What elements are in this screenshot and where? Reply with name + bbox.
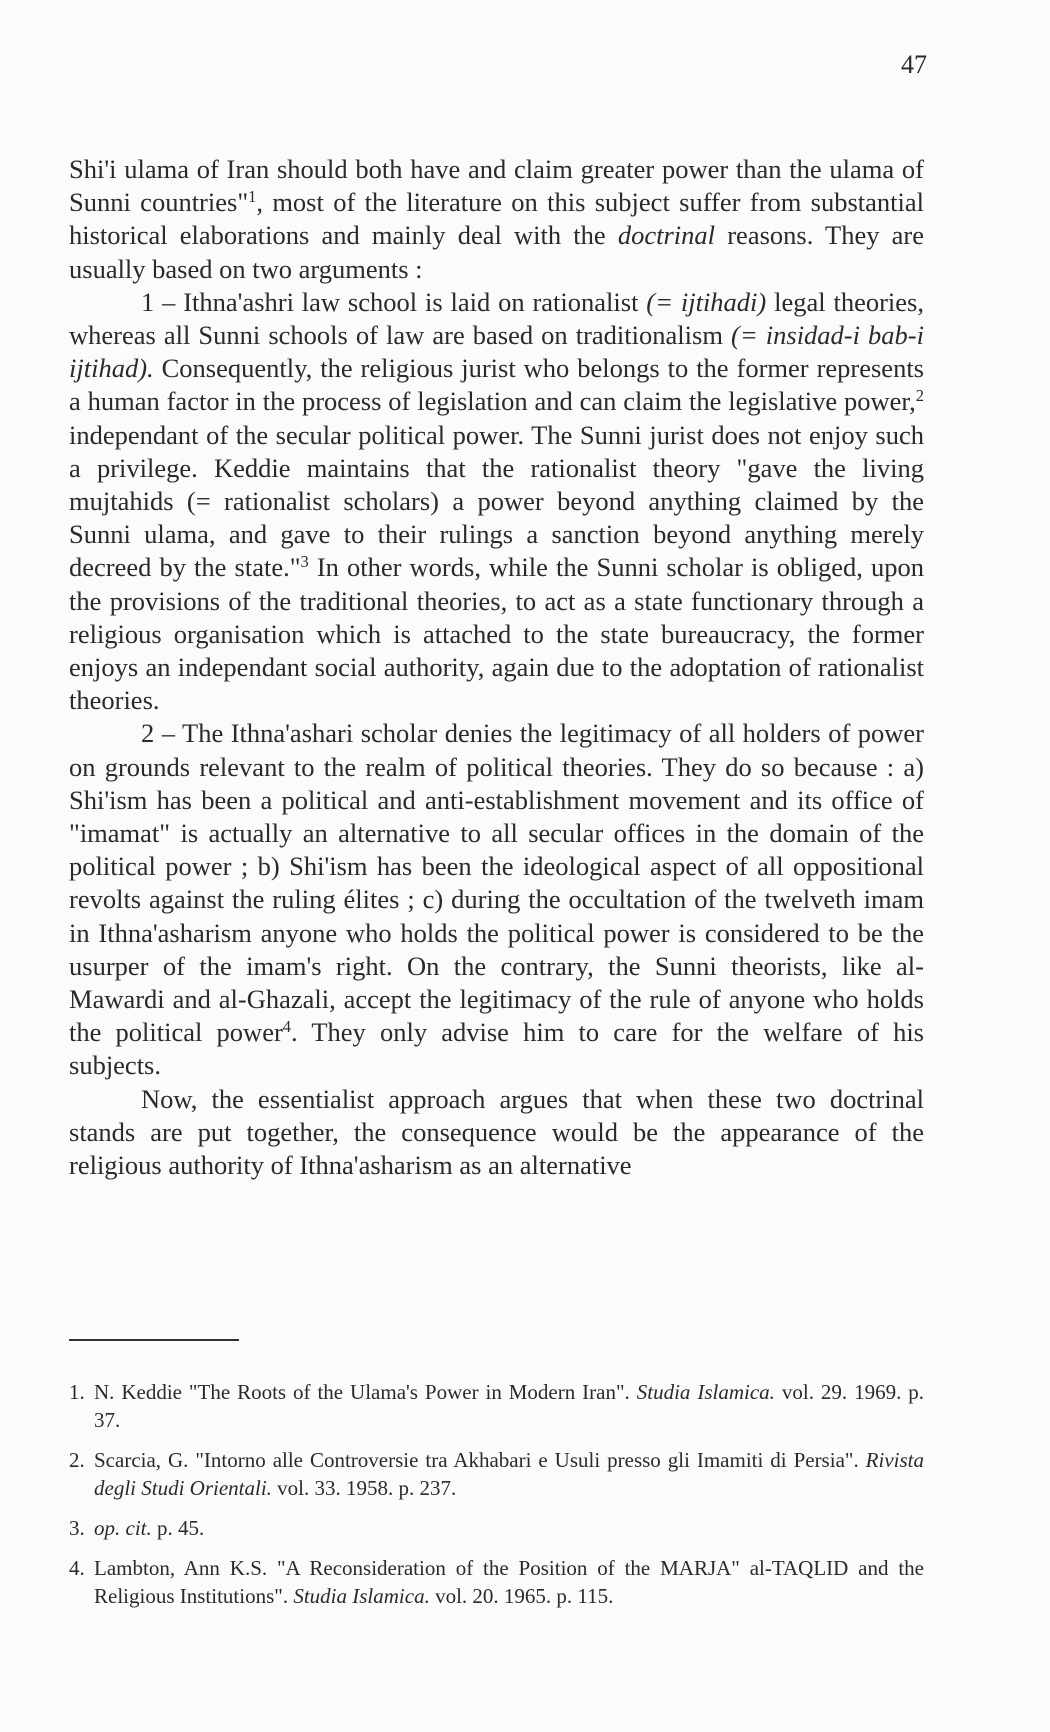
footnotes-list xyxy=(69,1378,924,1622)
footnote-ref-4: 4 xyxy=(282,1017,292,1037)
footnote-item xyxy=(69,1514,924,1542)
footnote-text: vol. 29. 1969. p. 37. xyxy=(94,1380,925,1432)
paragraph-text: , most of the literature on this subject suffer from substantial historical elaborations and mainly deal with the xyxy=(69,187,924,251)
paragraph-1 xyxy=(69,153,924,286)
footnote-number: 2. xyxy=(69,1448,85,1472)
emphasis: (= insidad-i bab-i ijtihad). xyxy=(69,320,924,384)
emphasis: doctrinal xyxy=(617,220,716,251)
footnote-text: vol. 20. 1965. p. 115. xyxy=(429,1584,614,1608)
paragraph-text: 2 – The Ithna'ashari scholar denies the legitimacy of all holders of power on grounds relevant to the realm of political theories. They do so because : a) Shi'ism has been a political and anti-establishment movement and its office of "imamat" is actually an alternative to all secular offices in the domain of the political power ; b) Shi'ism has been the ideological aspect of all oppositional revolts against the ruling élites ; c) during the occultation of the twelveth imam in Ithna'asharism anyone who holds the political power is considered to be the usurper of the imam's right. On the contrary, the Sunni theorists, like al-Mawardi and al-Ghazali, accept the legitimacy of the rule of anyone who holds the political power xyxy=(69,718,924,1048)
paragraph-4: Now, the essentialist approach argues that when these two doctrinal stands are put together, the consequence would be the appearance of the religious authority of Ithna'asharism as an alternative xyxy=(69,1083,924,1181)
footnote-journal: Studia Islamica. xyxy=(636,1380,775,1404)
paragraph-text: legal theories, whereas all Sunni schools of law are based on traditionalism xyxy=(69,286,924,351)
footnote-journal: Rivista degli Studi Orientali. xyxy=(94,1448,924,1500)
emphasis: (= ijtihadi) xyxy=(646,286,767,317)
footnote-text: N. Keddie "The Roots of the Ulama's Power in Modern Iran". xyxy=(94,1380,637,1404)
paragraph-text: Consequently, the religious jurist who belongs to the former represents a human factor in the process of legislation and can claim the legislative power, xyxy=(69,353,924,417)
paragraph-2 xyxy=(69,286,924,718)
paragraph-text: independant of the secular political power. The Sunni jurist does not enjoy such a privilege. Keddie maintains that the rationalist theory "gave the living mujtahids (= rationalist scholars) a power beyond anything claimed by the Sunni ulama, and gave to their rulings a sanction beyond anything merely decreed by the state." xyxy=(69,419,924,583)
footnote-text: p. 45. xyxy=(151,1516,205,1540)
footnote-number: 3. xyxy=(69,1516,85,1540)
paragraph-text: . They only advise him to care for the welfare of his subjects. xyxy=(69,1017,924,1081)
page-number: 47 xyxy=(901,50,927,79)
footnote-ref-2: 2 xyxy=(915,386,924,406)
footnote-text: Lambton, Ann K.S. "A Reconsideration of the Position of the MARJA" al-TAQLID and the Religious Institutions". xyxy=(94,1556,924,1608)
footnote-item xyxy=(69,1554,924,1610)
footnote-number: 4. xyxy=(69,1556,85,1580)
paragraph-3 xyxy=(69,717,924,1082)
paragraph-text: Shi'i ulama of Iran should both have and claim greater power than the ulama of Sunni countries" xyxy=(69,154,924,218)
paragraph-text: In other words, while the Sunni scholar is obliged, upon the provisions of the traditional theories, to act as a state functionary through a religious organisation which is attached to the state bureaucracy, the former enjoys an independant social authority, again due to the adoptation of rationalist theories. xyxy=(69,552,924,716)
footnote-divider xyxy=(69,1339,239,1341)
footnote-item xyxy=(69,1378,924,1434)
paragraph-text: reasons. They are usually based on two arguments : xyxy=(69,220,925,284)
footnote-ref-3: 3 xyxy=(300,552,309,572)
footnote-journal: Studia Islamica. xyxy=(293,1584,430,1608)
footnote-journal: op. cit. xyxy=(94,1516,152,1540)
footnote-text: Scarcia, G. "Intorno alle Controversie tra Akhabari e Usuli presso gli Imamiti di Persia". xyxy=(94,1448,866,1472)
paragraph-text: 1 – Ithna'ashri law school is laid on rationalist xyxy=(141,286,647,317)
footnote-number: 1. xyxy=(69,1380,85,1404)
main-text xyxy=(69,153,924,1182)
footnote-text: vol. 33. 1958. p. 237. xyxy=(271,1476,457,1500)
footnote-ref-1: 1 xyxy=(248,187,257,207)
footnote-item xyxy=(69,1446,924,1502)
